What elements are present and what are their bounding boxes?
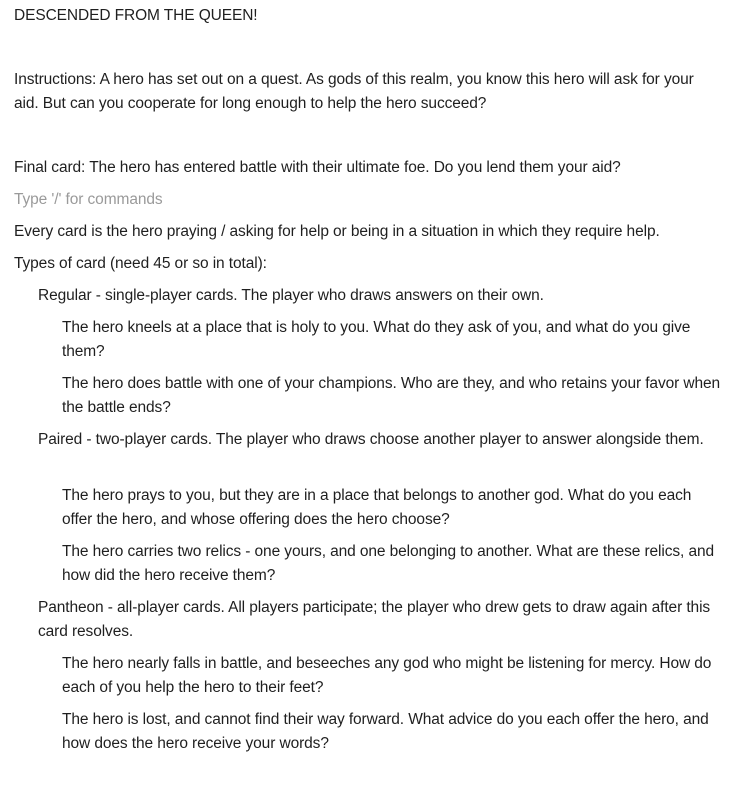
regular-card-type[interactable]: Regular - single-player cards. The player who draws answers on their own. [38,287,544,304]
paired-example-2[interactable]: The hero carries two relics - one yours, and one belonging to another. What are these relics, and how did the hero receive them? [62,543,715,584]
every-card-paragraph[interactable]: Every card is the hero praying / asking for help or being in a situation in which they require help. [14,223,660,240]
regular-example-2[interactable]: The hero does battle with one of your champions. Who are they, and who retains your favor when the battle ends? [62,375,721,416]
regular-example-1[interactable]: The hero kneels at a place that is holy to you. What do they ask of you, and what do you give them? [62,319,691,360]
page-title[interactable]: DESCENDED FROM THE QUEEN! [14,7,258,24]
instructions-paragraph[interactable]: Instructions: A hero has set out on a quest. As gods of this realm, you know this hero will ask for your aid. But can you cooperate for long enough to help the hero succeed? [14,71,694,112]
pantheon-card-type[interactable]: Pantheon - all-player cards. All players participate; the player who drew gets to draw again after this card resolves. [38,599,711,640]
paired-card-type[interactable]: Paired - two-player cards. The player who draws choose another player to answer alongside them. [38,431,704,448]
pantheon-example-2[interactable]: The hero is lost, and cannot find their way forward. What advice do you each offer the hero, and how does the hero receive your words? [62,711,709,752]
types-heading[interactable]: Types of card (need 45 or so in total): [14,255,267,272]
pantheon-example-1[interactable]: The hero nearly falls in battle, and beseeches any god who might be listening for mercy. How do each of you help the hero to their feet? [62,655,712,696]
paired-example-1[interactable]: The hero prays to you, but they are in a place that belongs to another god. What do you each offer the hero, and whose offering does the hero choose? [62,487,692,528]
final-card-paragraph[interactable]: Final card: The hero has entered battle with their ultimate foe. Do you lend them your aid? [14,159,621,176]
empty-block-placeholder[interactable]: Type '/' for commands [14,191,163,208]
